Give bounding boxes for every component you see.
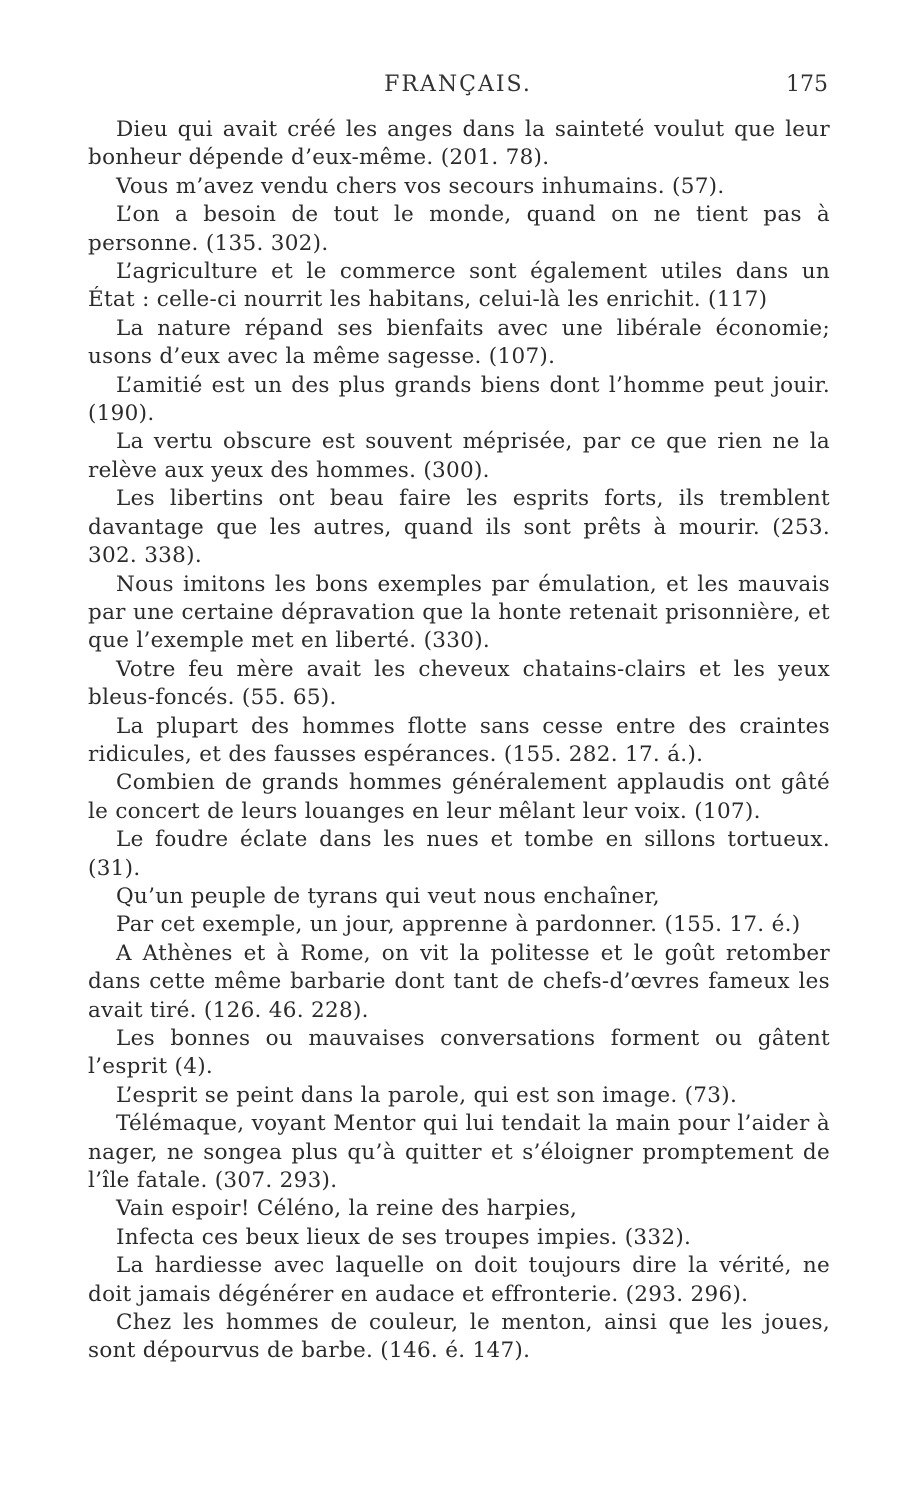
paragraph: Chez les hommes de couleur, le menton, ainsi que les joues, sont dépourvus de barbe. (146. é. 147).: [88, 1310, 830, 1364]
paragraph: Les libertins ont beau faire les esprits forts, ils tremblent davantage que les autres, quand ils sont prêts à mourir. (253. 302. 338).: [88, 486, 830, 569]
paragraph: Le foudre éclate dans les nues et tombe en sillons tortueux. (31).: [88, 827, 830, 881]
verse-line: Par cet exemple, un jour, apprenne à pardonner. (155. 17. é.): [116, 912, 801, 938]
paragraph: Les bonnes ou mauvaises conversations forment ou gâtent l’esprit (4).: [88, 1026, 830, 1080]
paragraph: La vertu obscure est souvent méprisée, par ce que rien ne la relève aux yeux des hommes. (300).: [88, 429, 830, 483]
paragraph: L’amitié est un des plus grands biens dont l’homme peut jouir. (190).: [88, 372, 830, 427]
paragraph: L’agriculture et le commerce sont également utiles dans un État : celle-ci nourrit les habitans, celui-là les enrichit. (117): [88, 259, 830, 313]
verse-line: Qu’un peuple de tyrans qui veut nous enchaîner,: [116, 883, 660, 909]
paragraph: A Athènes et à Rome, on vit la politesse et le goût retomber dans cette même barbarie dont tant de chefs-d’œvres fameux les avait tiré. (126. 46. 228).: [88, 940, 830, 1023]
page-number: 175: [786, 72, 828, 97]
running-title: FRANÇAIS.: [384, 72, 532, 97]
page-header: [88, 72, 828, 106]
verse-line: Infecta ces beux lieux de ses troupes impies. (332).: [116, 1224, 692, 1250]
paragraph: L’on a besoin de tout le monde, quand on ne tient pas à personne. (135. 302).: [88, 202, 830, 256]
paragraph: Télémaque, voyant Mentor qui lui tendait la main pour l’aider à nager, ne songea plus qu’à quitter et s’éloigner promptement de l’île fatale. (307. 293).: [88, 1111, 830, 1194]
verse-line: Vain espoir! Céléno, la reine des harpies,: [116, 1196, 578, 1222]
paragraph: Votre feu mère avait les cheveux chatains-clairs et les yeux bleus-foncés. (55. 65).: [88, 656, 830, 711]
paragraph: Vous m’avez vendu chers vos secours inhumains. (57).: [116, 173, 725, 199]
paragraph: Nous imitons les bons exemples par émulation, et les mauvais par une certaine dépravation que la honte retenait prisonnière, et que l’exemple met en liberté. (330).: [88, 571, 830, 654]
paragraph: Combien de grands hommes généralement applaudis ont gâté le concert de leurs louanges en leur mêlant leur voix. (107).: [88, 770, 830, 824]
paragraph: L’esprit se peint dans la parole, qui est son image. (73).: [116, 1082, 738, 1108]
paragraph: La hardiesse avec laquelle on doit toujours dire la vérité, ne doit jamais dégénérer en audace et effronterie. (293. 296).: [88, 1253, 830, 1307]
paragraph: La nature répand ses bienfaits avec une libérale économie; usons d’eux avec la même sagesse. (107).: [88, 315, 830, 370]
paragraph: La plupart des hommes flotte sans cesse entre des craintes ridicules, et des fausses espérances. (155. 282. 17. á.).: [88, 713, 830, 767]
paragraph: Dieu qui avait créé les anges dans la sainteté voulut que leur bonheur dépende d’eux-même. (201. 78).: [88, 117, 830, 171]
body-text: [88, 116, 830, 1366]
